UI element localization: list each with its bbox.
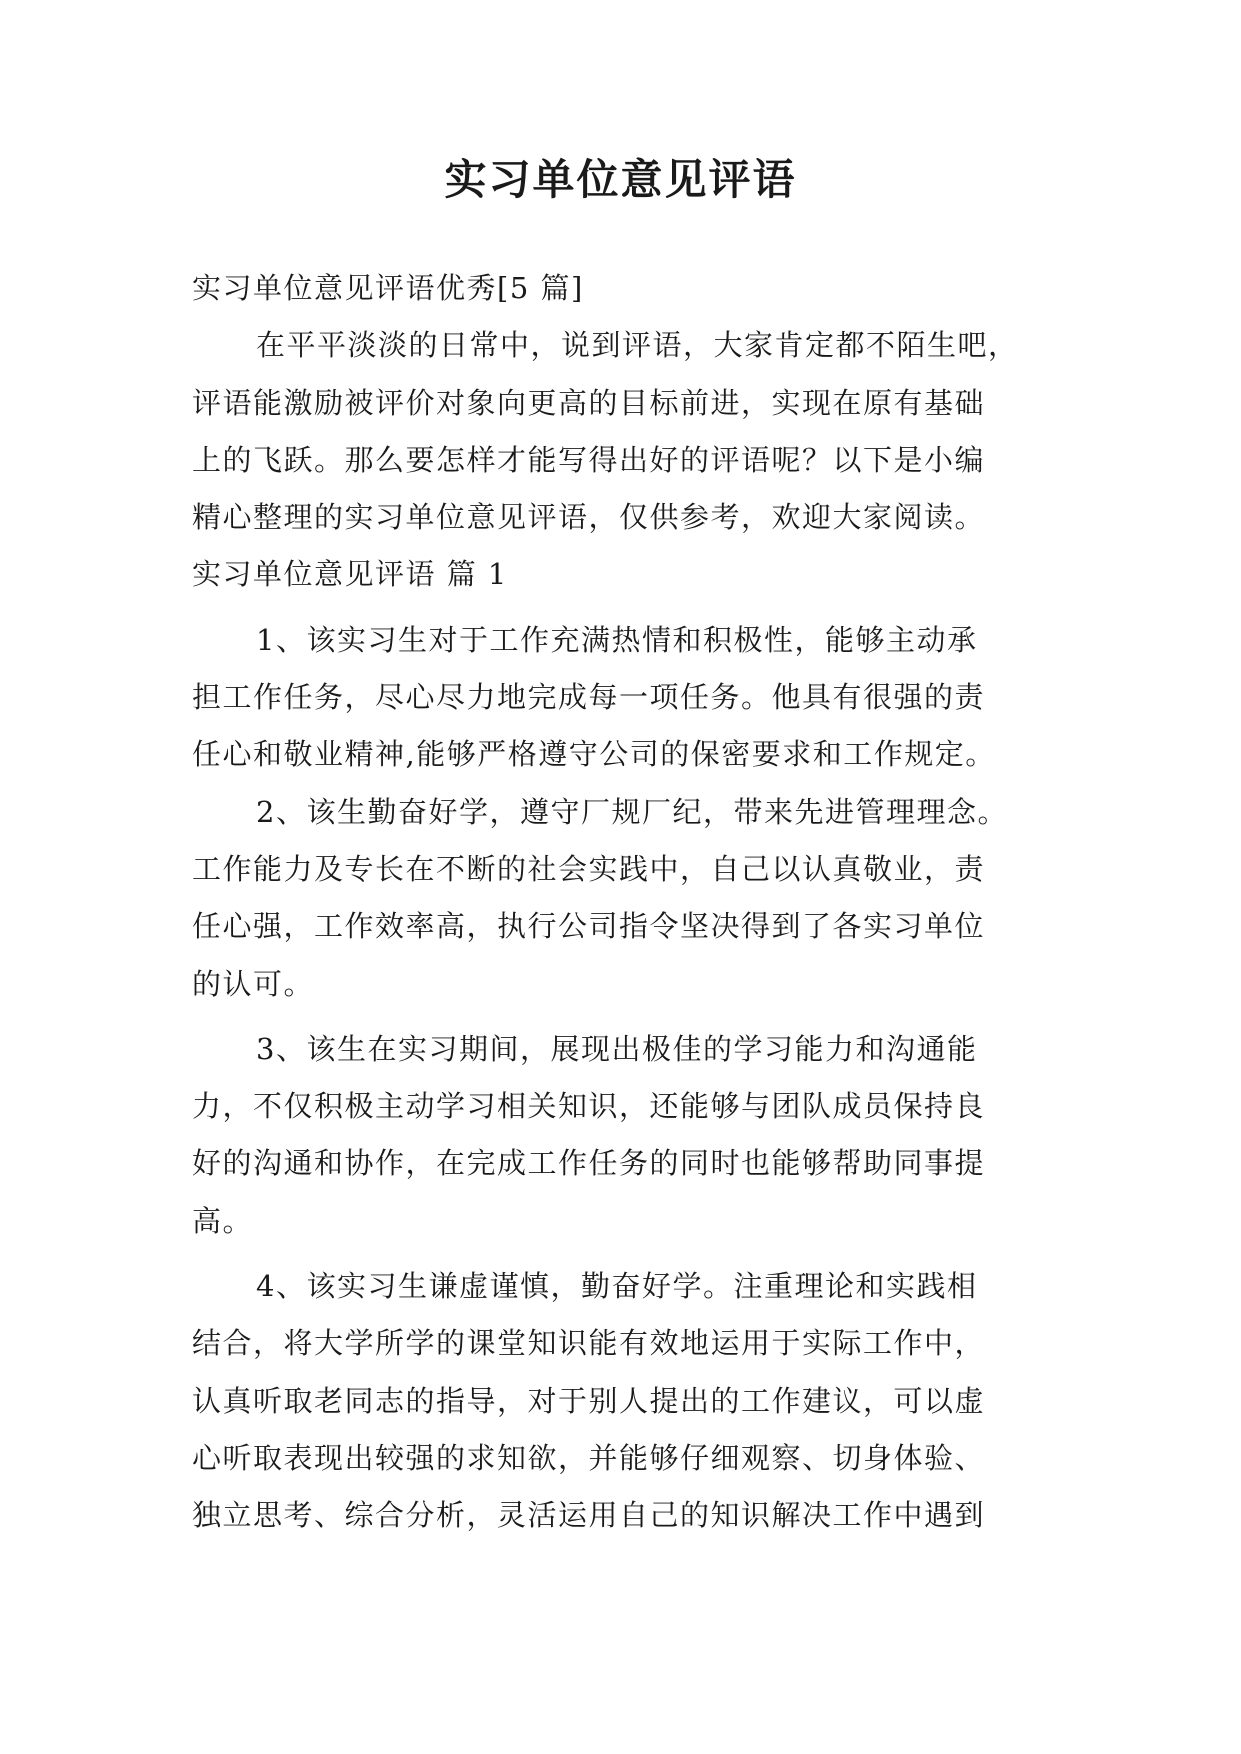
document-subtitle: 实习单位意见评语优秀[5 篇]: [192, 271, 584, 305]
paragraph-line: 认真听取老同志的指导，对于别人提出的工作建议，可以虚: [192, 1383, 986, 1418]
paragraph-line: 上的飞跃。那么要怎样才能写得出好的评语呢？以下是小编: [192, 442, 986, 477]
paragraph-line: 在平平淡淡的日常中，说到评语，大家肯定都不陌生吧，: [256, 328, 1019, 363]
paragraph-line: 评语能激励被评价对象向更高的目标前进，实现在原有基础: [192, 385, 986, 420]
paragraph-line: 3、该生在实习期间，展现出极佳的学习能力和沟通能: [256, 1031, 978, 1066]
document-body: [192, 260, 1072, 1545]
list-item: [192, 1021, 1072, 1250]
intro-paragraph: [192, 317, 1072, 546]
paragraph-line: 精心整理的实习单位意见评语，仅供参考，欢迎大家阅读。: [192, 500, 986, 535]
paragraph-line: 高。: [192, 1203, 254, 1238]
list-item: [192, 784, 1072, 1013]
paragraph-line: 结合，将大学所学的课堂知识能有效地运用于实际工作中，: [192, 1326, 986, 1361]
paragraph-line: 心听取表现出较强的求知欲，并能够仔细观察、切身体验、: [192, 1440, 986, 1475]
paragraph-line: 任心和敬业精神,能够严格遵守公司的保密要求和工作规定。: [192, 737, 996, 772]
paragraph-line: 独立思考、综合分析，灵活运用自己的知识解决工作中遇到: [192, 1498, 986, 1533]
paragraph-line: 的认可。: [192, 966, 315, 1001]
paragraph-line: 好的沟通和协作，在完成工作任务的同时也能够帮助同事提: [192, 1146, 986, 1181]
paragraph-line: 4、该实习生谦虚谨慎，勤奋好学。注重理论和实践相: [256, 1269, 978, 1304]
section-heading: 实习单位意见评语 篇 1: [192, 557, 508, 592]
paragraph-line: 1、该实习生对于工作充满热情和积极性，能够主动承: [256, 622, 978, 657]
paragraph-line: 工作能力及专长在不断的社会实践中，自己以认真敬业，责: [192, 851, 986, 886]
paragraph-line: 任心强，工作效率高，执行公司指令坚决得到了各实习单位: [192, 909, 986, 944]
paragraph-line: 担工作任务，尽心尽力地完成每一项任务。他具有很强的责: [192, 680, 986, 715]
page-title: 实习单位意见评语: [444, 155, 797, 204]
paragraph-line: 力，不仅积极主动学习相关知识，还能够与团队成员保持良: [192, 1089, 986, 1124]
paragraph-line: 2、该生勤奋好学，遵守厂规厂纪，带来先进管理理念。: [256, 794, 1008, 829]
list-item: [192, 612, 1072, 784]
list-item: [192, 1258, 1072, 1544]
